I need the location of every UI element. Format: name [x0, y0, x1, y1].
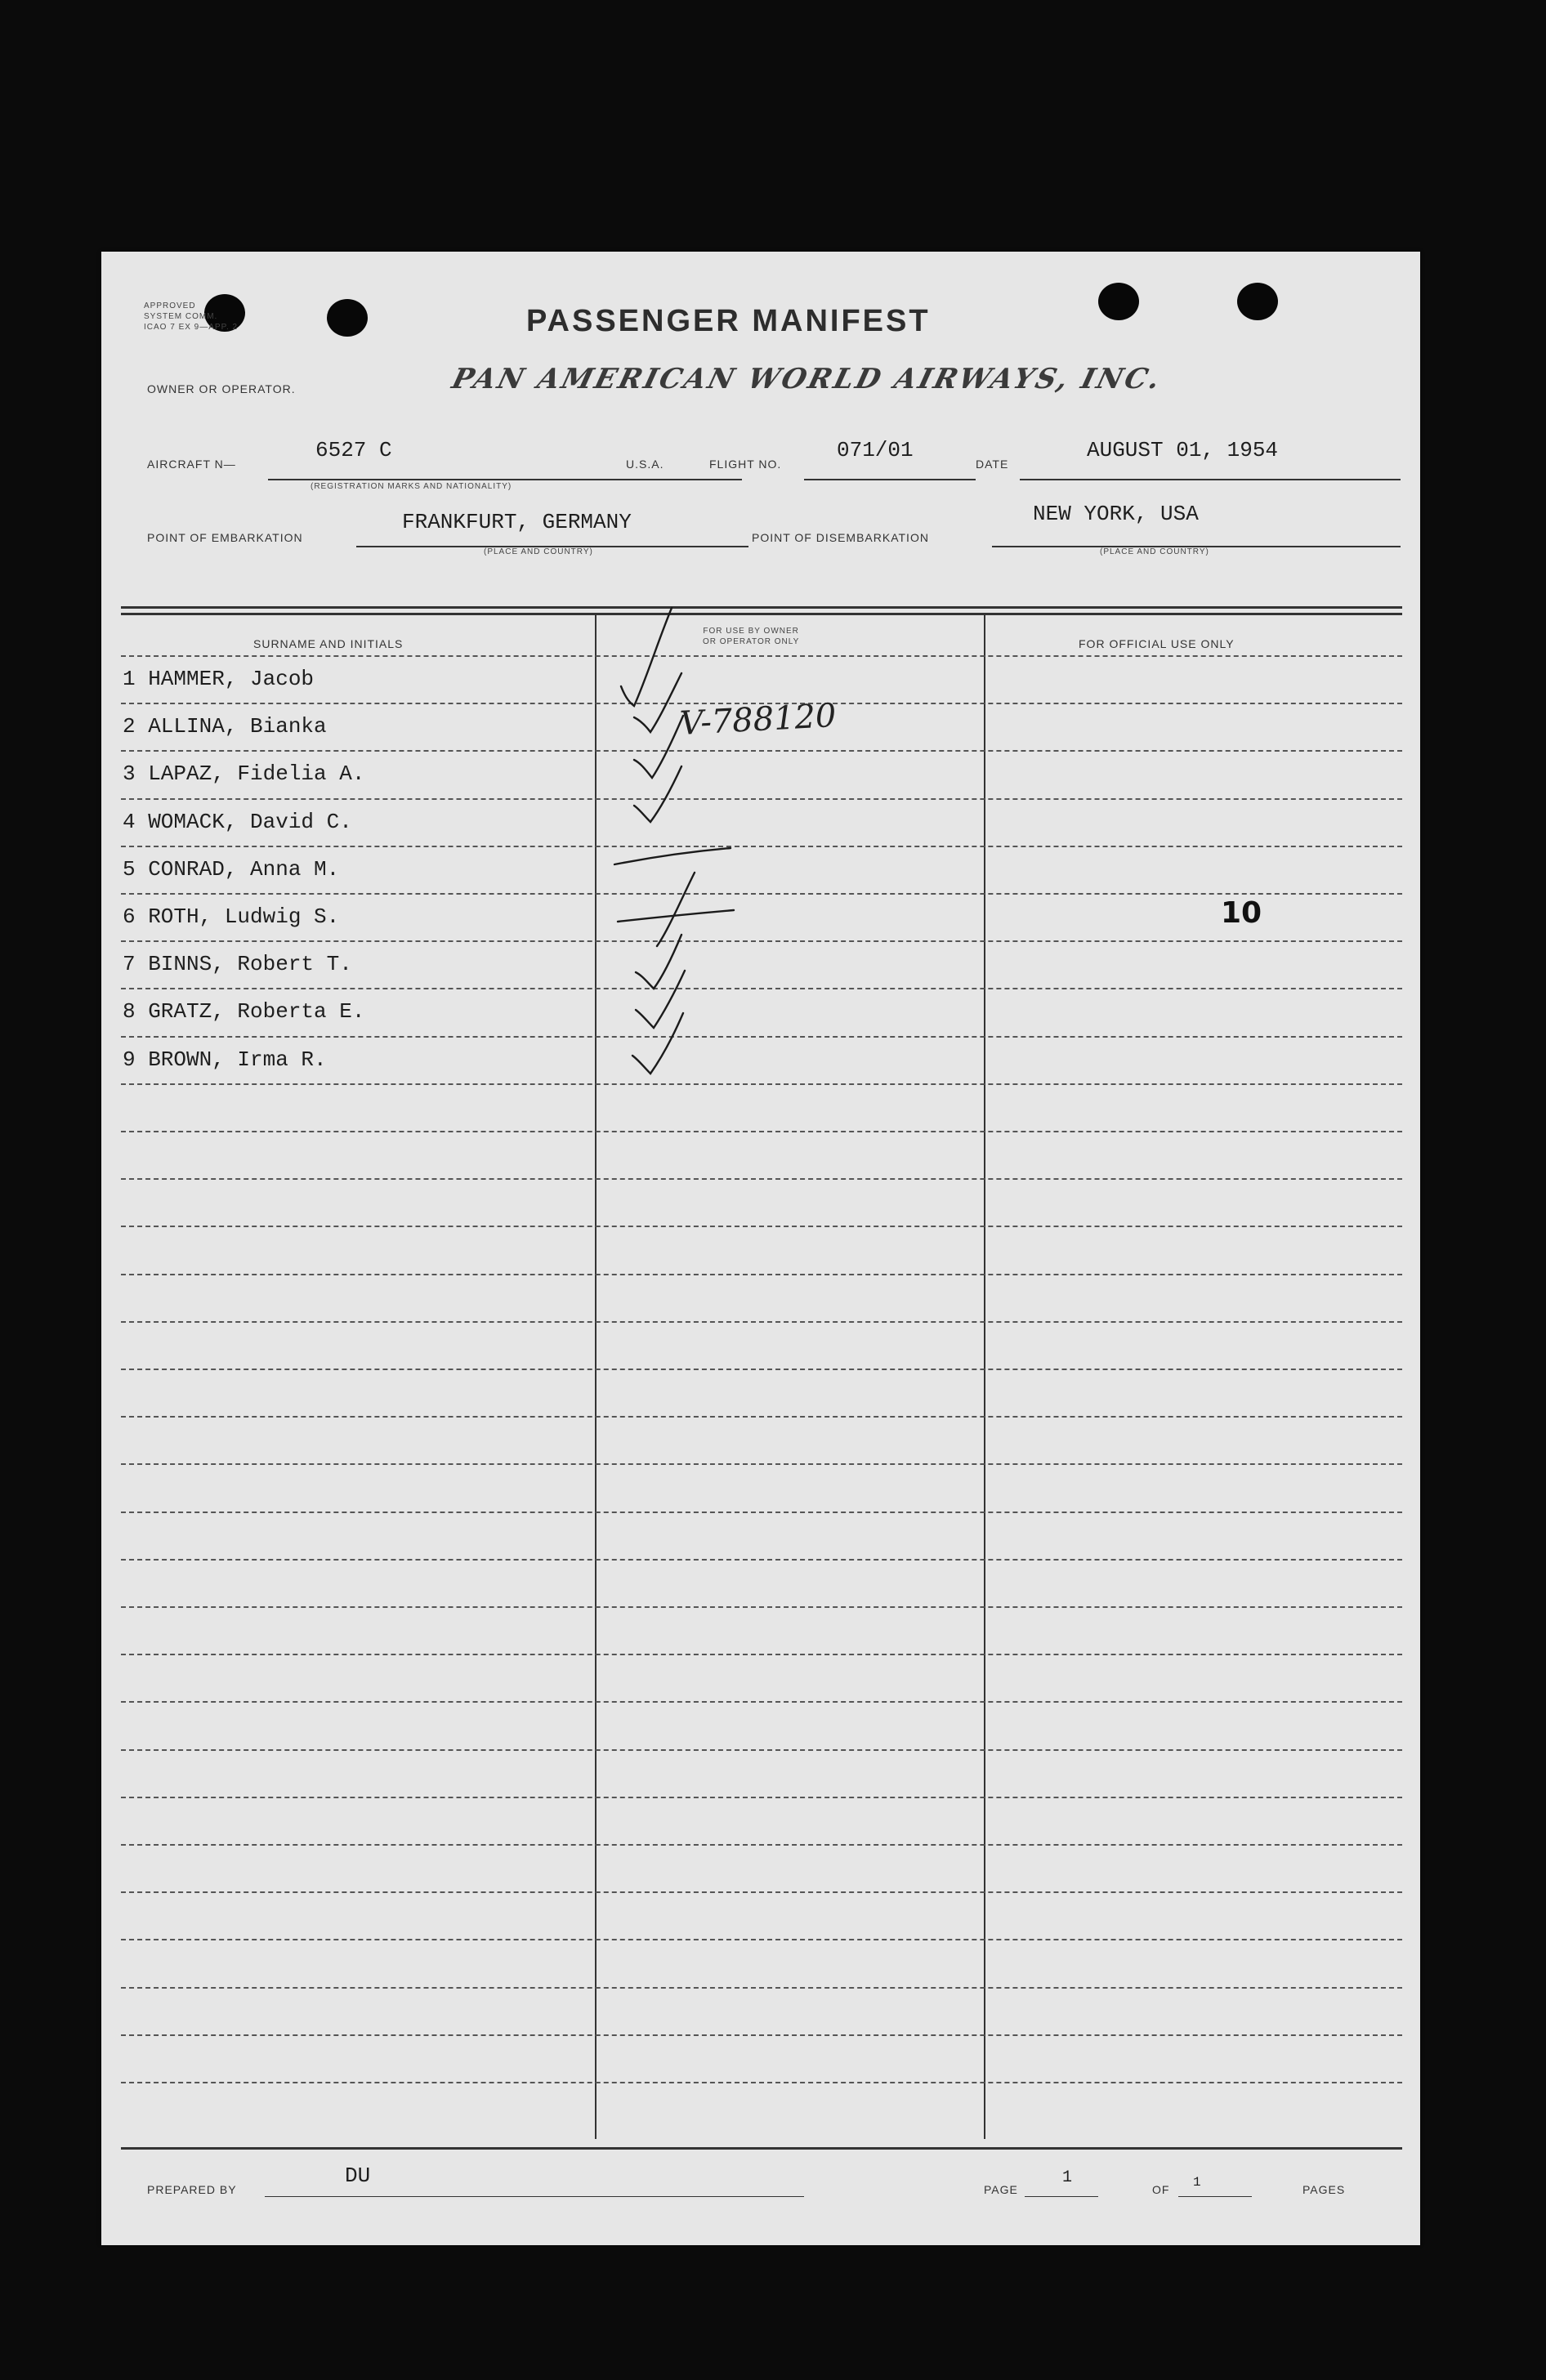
- date-value: AUGUST 01, 1954: [1087, 438, 1279, 462]
- ruled-line: [121, 1844, 1402, 1846]
- aircraft-value: 6527 C: [315, 438, 392, 462]
- ruled-line: [121, 1559, 1402, 1561]
- ruled-line: [121, 1749, 1402, 1751]
- handwritten-note: V-788120: [678, 697, 838, 743]
- ruled-line: [121, 1416, 1402, 1418]
- of-value: 1: [1193, 2175, 1201, 2190]
- ruled-line: [121, 2034, 1402, 2036]
- ruled-line: [121, 1987, 1402, 1989]
- ruled-line: [121, 1512, 1402, 1513]
- column-header-official: FOR OFFICIAL USE ONLY: [1079, 637, 1235, 650]
- ruled-line: [121, 1178, 1402, 1180]
- aircraft-label: AIRCRAFT N—: [147, 458, 236, 471]
- embarkation-value: FRANKFURT, GERMANY: [402, 510, 632, 534]
- flight-no-label: FLIGHT NO.: [709, 458, 782, 471]
- check-marks: [559, 595, 804, 1101]
- ruled-line: [121, 1939, 1402, 1940]
- prepared-value: DU: [345, 2163, 371, 2188]
- ruled-line: [121, 1274, 1402, 1275]
- passenger-name: 7 BINNS, Robert T.: [123, 952, 352, 976]
- official-mark: 10: [1221, 896, 1262, 930]
- page-label: PAGE: [984, 2183, 1018, 2196]
- passenger-name: 6 ROTH, Ludwig S.: [123, 904, 340, 929]
- punch-hole: [1237, 283, 1278, 320]
- punch-hole: [327, 299, 368, 337]
- embarkation-label: POINT OF EMBARKATION: [147, 531, 303, 544]
- ruled-line: [121, 1131, 1402, 1132]
- ruled-line: [121, 1369, 1402, 1370]
- ruled-line: [121, 2082, 1402, 2083]
- ruled-line: [121, 1797, 1402, 1798]
- approval-note: APPROVED SYSTEM COMM. ICAO 7 EX 9—APP. 2: [144, 301, 239, 332]
- date-label: DATE: [976, 458, 1009, 471]
- manifest-sheet: [101, 252, 1420, 2245]
- column-header-owner: FOR USE BY OWNER OR OPERATOR ONLY: [703, 627, 800, 646]
- usa-label: U.S.A.: [626, 458, 664, 471]
- ruled-line: [121, 1463, 1402, 1465]
- passenger-name: 8 GRATZ, Roberta E.: [123, 999, 365, 1024]
- embarkation-caption: (PLACE AND COUNTRY): [484, 547, 593, 556]
- prepared-label: PREPARED BY: [147, 2183, 237, 2196]
- passenger-name: 4 WOMACK, David C.: [123, 810, 352, 834]
- ruled-line: [121, 1606, 1402, 1608]
- ruled-line: [121, 1321, 1402, 1323]
- ruled-line: [121, 1701, 1402, 1703]
- column-header-surname: SURNAME AND INITIALS: [253, 637, 404, 650]
- passenger-name: 5 CONRAD, Anna M.: [123, 857, 340, 882]
- page-value: 1: [1062, 2168, 1073, 2187]
- operator-logo: PAN AMERICAN WORLD AIRWAYS, INC.: [449, 363, 1166, 395]
- ruled-line: [121, 1226, 1402, 1227]
- ruled-line: [121, 1654, 1402, 1655]
- passenger-name: 2 ALLINA, Bianka: [123, 714, 327, 739]
- of-label: OF: [1152, 2183, 1170, 2196]
- flight-no-value: 071/01: [837, 438, 914, 462]
- pages-label: PAGES: [1302, 2183, 1346, 2196]
- registration-caption: (REGISTRATION MARKS AND NATIONALITY): [311, 482, 512, 491]
- operator-label: OWNER OR OPERATOR.: [147, 382, 296, 395]
- ruled-line: [121, 1891, 1402, 1893]
- disembarkation-caption: (PLACE AND COUNTRY): [1100, 547, 1209, 556]
- passenger-name: 9 BROWN, Irma R.: [123, 1047, 327, 1072]
- passenger-name: 1 HAMMER, Jacob: [123, 667, 315, 691]
- passenger-name: 3 LAPAZ, Fidelia A.: [123, 761, 365, 786]
- form-title: PASSENGER MANIFEST: [526, 304, 931, 338]
- punch-hole: [1098, 283, 1139, 320]
- disembarkation-label: POINT OF DISEMBARKATION: [752, 531, 929, 544]
- disembarkation-value: NEW YORK, USA: [1033, 502, 1199, 526]
